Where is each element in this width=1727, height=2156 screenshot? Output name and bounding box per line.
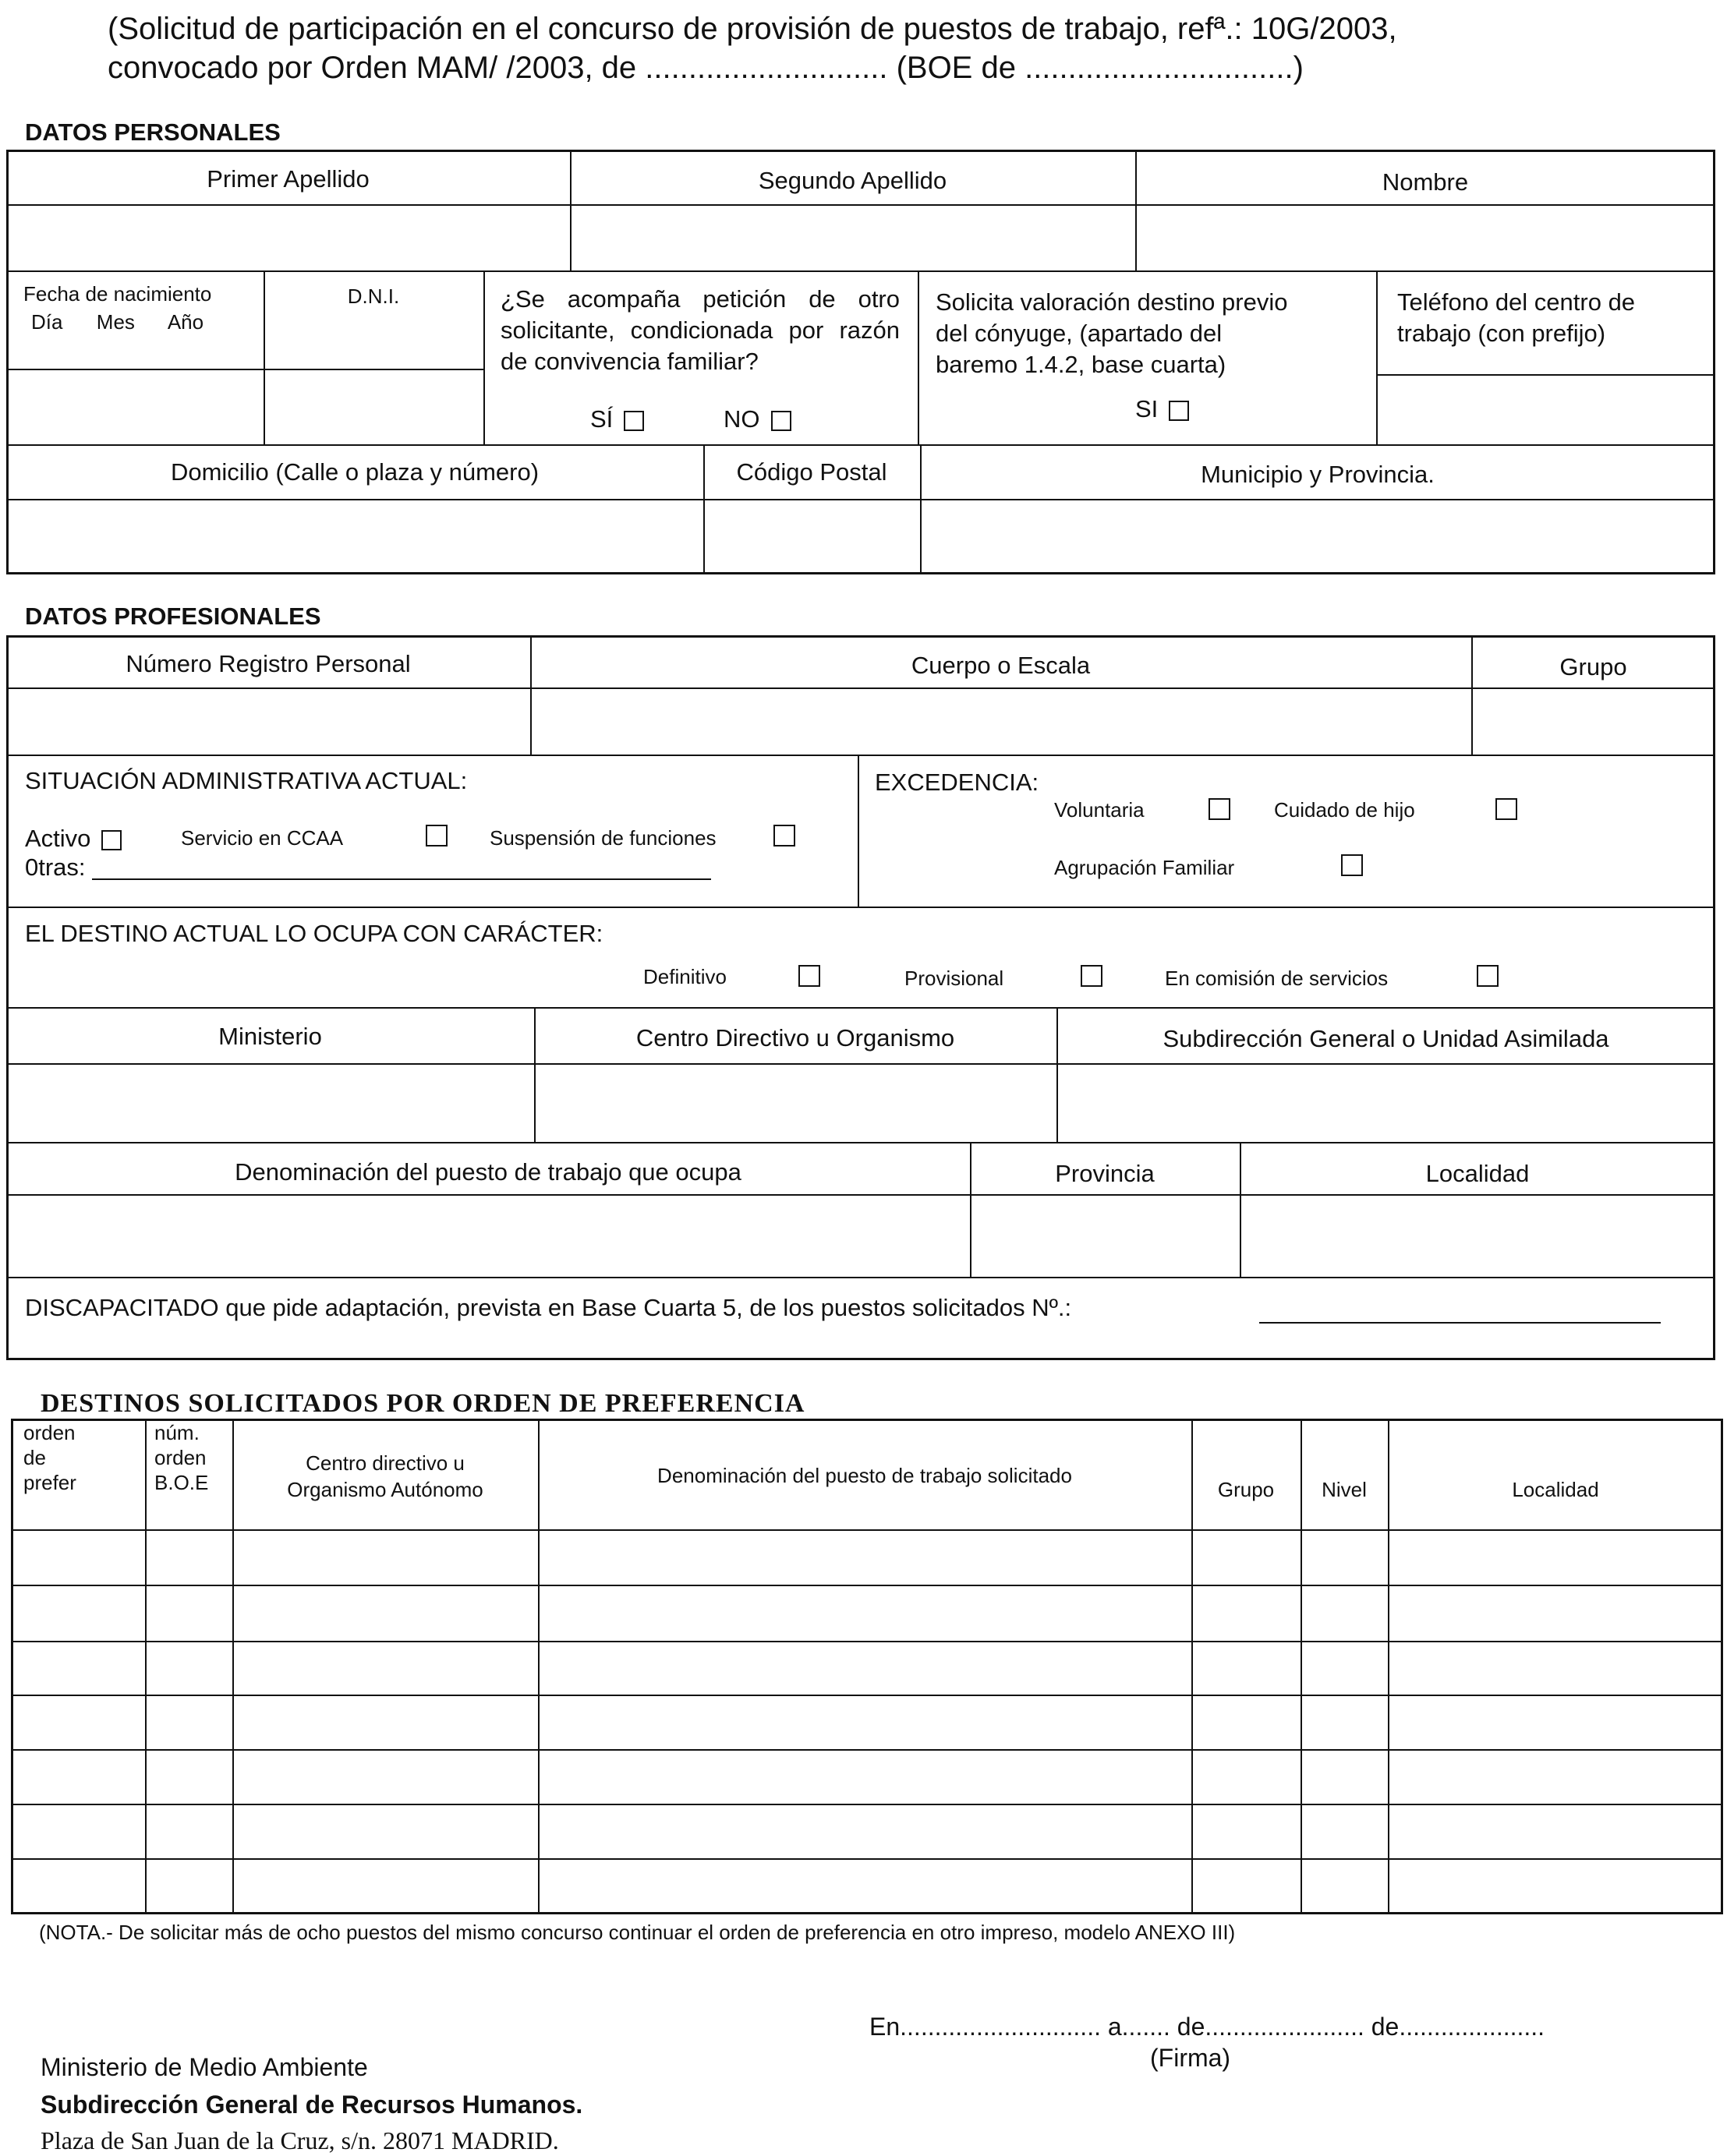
label-provincia: Provincia [1055, 1160, 1155, 1187]
label-segundo-apellido: Segundo Apellido [758, 167, 947, 194]
label-valoracion-1: Solicita valoración destino previo [936, 288, 1288, 316]
section-title-datos-personales: DATOS PERSONALES [25, 118, 281, 146]
col-orden-preferencia: orden de prefer [23, 1421, 76, 1494]
label-otras: 0tras: [25, 854, 86, 881]
checkbox-si-conyuge[interactable]: SI [1135, 395, 1189, 423]
checkbox-servicio-ccaa[interactable] [426, 825, 448, 846]
checkbox-definitivo[interactable] [798, 965, 820, 987]
col-localidad: Localidad [1512, 1478, 1599, 1501]
checkbox-agrupacion[interactable] [1341, 854, 1363, 876]
label-comision: En comisión de servicios [1165, 967, 1389, 990]
label-excedencia: EXCEDENCIA: [875, 769, 1039, 796]
label-primer-apellido: Primer Apellido [207, 165, 370, 193]
label-fecha-nacimiento: Fecha de nacimiento [23, 282, 212, 306]
col-denominacion: Denominación del puesto de trabajo solicitado [657, 1464, 1072, 1487]
checkbox-provisional[interactable] [1081, 965, 1102, 987]
header-line-1: (Solicitud de participación en el concurso de provisión de puestos de trabajo, refª.: 10G/2003, [108, 12, 1397, 46]
label-subdireccion: Subdirección General o Unidad Asimilada [1163, 1025, 1609, 1052]
col-nivel: Nivel [1322, 1478, 1367, 1501]
label-telefono-1: Teléfono del centro de [1397, 288, 1636, 316]
label-centro-directivo: Centro Directivo u Organismo [635, 1024, 955, 1051]
firma-label: (Firma) [1150, 2044, 1231, 2072]
form-header [108, 9, 1659, 87]
checkbox-suspension[interactable] [773, 825, 795, 846]
checkbox-cuidado-hijo[interactable] [1495, 798, 1517, 820]
checkbox-no-convivencia[interactable]: NO [724, 405, 791, 433]
label-destino-actual: EL DESTINO ACTUAL LO OCUPA CON CARÁCTER: [25, 920, 603, 947]
label-cuerpo: Cuerpo o Escala [911, 652, 1091, 679]
datos-profesionales-table [6, 635, 1715, 1360]
label-localidad: Localidad [1425, 1160, 1530, 1187]
label-provisional: Provisional [904, 967, 1004, 990]
label-telefono-2: trabajo (con prefijo) [1397, 320, 1606, 347]
label-valoracion-3: baremo 1.4.2, base cuarta) [936, 351, 1226, 378]
lugar-fecha: En............................. a....... de....................... de..................... [869, 2013, 1545, 2041]
label-agrupacion: Agrupación Familiar [1054, 856, 1235, 879]
footer-direccion: Plaza de San Juan de la Cruz, s/n. 28071 MADRID. [41, 2126, 559, 2154]
label-valoracion-2: del cónyuge, (apartado del [936, 320, 1223, 347]
label-ministerio: Ministerio [218, 1023, 322, 1050]
checkbox-activo[interactable]: Activo [25, 825, 122, 853]
header-line-2: convocado por Orden MAM/ /2003, de ............................ (BOE de ...............................) [108, 51, 1304, 85]
label-situacion: SITUACIÓN ADMINISTRATIVA ACTUAL: [25, 767, 468, 794]
col-num-orden-boe: núm. orden B.O.E [154, 1421, 209, 1494]
section-title-datos-profesionales: DATOS PROFESIONALES [25, 603, 321, 630]
checkbox-voluntaria[interactable] [1209, 798, 1230, 820]
label-dni: D.N.I. [347, 285, 400, 308]
label-nrp: Número Registro Personal [126, 650, 411, 677]
col-centro-directivo: Centro directivo u Organismo Autónomo [287, 1451, 483, 1501]
label-fecha-sub: Día Mes Año [31, 310, 204, 334]
label-domicilio: Domicilio (Calle o plaza y número) [170, 458, 540, 486]
label-municipio: Municipio y Provincia. [1201, 461, 1435, 488]
section-title-destinos: DESTINOS SOLICITADOS POR ORDEN DE PREFERENCIA [41, 1389, 805, 1418]
label-grupo: Grupo [1559, 653, 1627, 680]
label-suspension: Suspensión de funciones [490, 826, 717, 850]
footer-subdireccion: Subdirección General de Recursos Humanos. [41, 2091, 583, 2119]
nota-anexo: (NOTA.- De solicitar más de ocho puestos del mismo concurso continuar el orden de preferencia en otro impreso, modelo ANEXO III) [39, 1921, 1236, 1944]
label-denominacion: Denominación del puesto de trabajo que ocupa [235, 1158, 741, 1186]
col-grupo: Grupo [1217, 1478, 1275, 1501]
discapacitado-input-line[interactable] [1259, 1322, 1661, 1324]
label-nombre: Nombre [1382, 168, 1469, 196]
otras-input-line[interactable] [92, 878, 711, 880]
label-peticion-convivencia: ¿Se acompaña petición de otro solicitante, condicionada por razón de convivencia familiar? [501, 285, 900, 375]
checkbox-box[interactable] [1169, 401, 1189, 421]
checkbox-box[interactable] [771, 411, 791, 431]
checkbox-comision[interactable] [1477, 965, 1499, 987]
label-cuidado-hijo: Cuidado de hijo [1274, 798, 1415, 822]
checkbox-box[interactable] [624, 411, 644, 431]
checkbox-si-convivencia[interactable]: SÍ [590, 405, 644, 433]
label-servicio-ccaa: Servicio en CCAA [181, 826, 344, 850]
label-discapacitado: DISCAPACITADO que pide adaptación, prevista en Base Cuarta 5, de los puestos solicitados Nº.: [25, 1294, 1072, 1321]
checkbox-box[interactable] [101, 830, 122, 850]
label-definitivo: Definitivo [643, 965, 727, 988]
label-voluntaria: Voluntaria [1054, 798, 1145, 822]
footer-ministerio: Ministerio de Medio Ambiente [41, 2053, 368, 2081]
label-codigo-postal: Código Postal [736, 458, 887, 486]
